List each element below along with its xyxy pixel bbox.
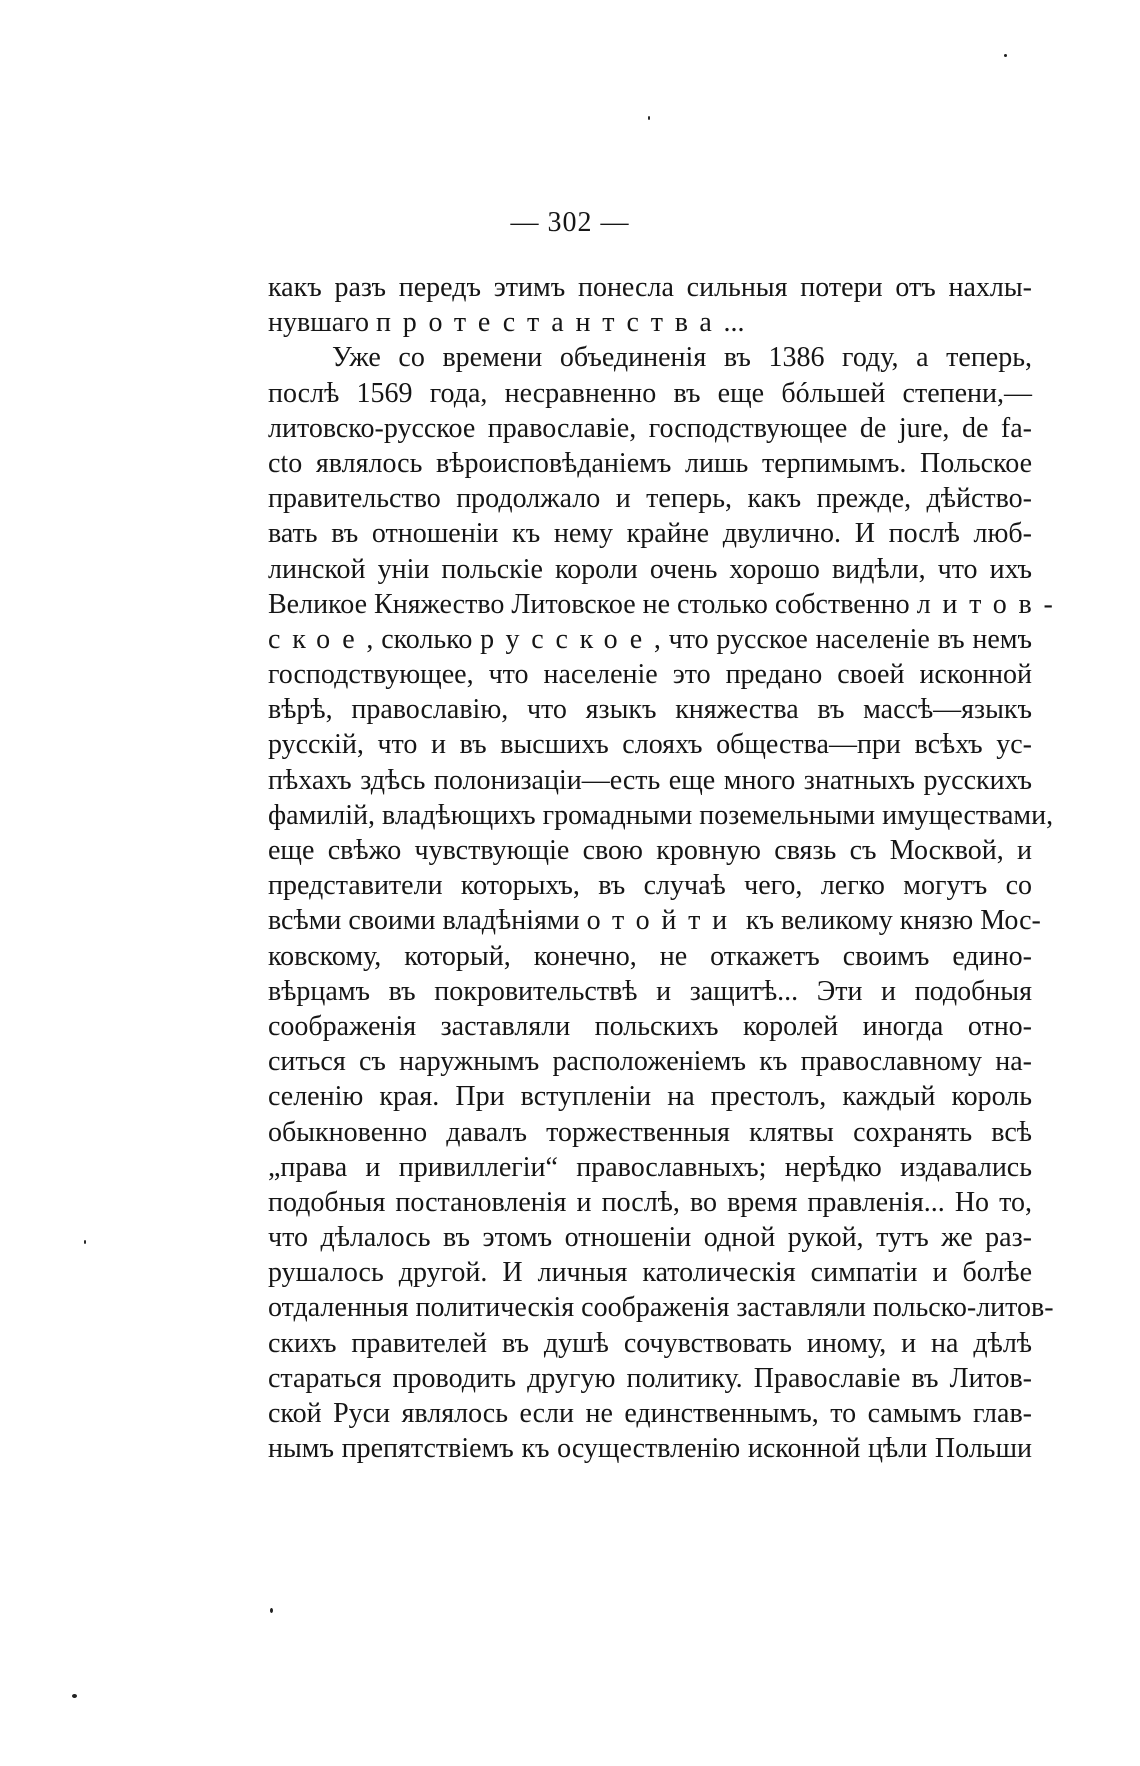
body-text — [268, 270, 1065, 1466]
text-run: пѣхахъ здѣсь полонизаціи—есть еще много знатныхъ русскихъ — [268, 764, 1032, 796]
text-line — [268, 481, 1032, 516]
text-run: обыкновенно давалъ торжественныя клятвы сохранять всѣ — [268, 1116, 1032, 1148]
spaced-emphasis: протестантства — [375, 307, 724, 339]
text-line — [268, 1255, 1032, 1290]
text-line — [268, 411, 1032, 446]
spaced-emphasis: русское — [480, 623, 654, 655]
text-line — [268, 305, 1032, 340]
scan-speck — [648, 116, 650, 120]
text-run: ситься съ наружнымъ расположеніемъ къ православному на- — [268, 1046, 1032, 1078]
text-run: , что русское населеніе въ немъ — [653, 623, 1032, 655]
text-run: что дѣлалось въ этомъ отношеніи одной рукой, тутъ же раз- — [268, 1222, 1032, 1254]
text-run: , сколько — [366, 623, 481, 655]
text-run: какъ разъ передъ этимъ понесла сильныя потери отъ нахлы- — [268, 272, 1032, 303]
text-run: литовско-русское православіе, господствующее de jure, de fa- — [268, 412, 1032, 444]
text-line — [268, 270, 1032, 305]
text-line — [268, 727, 1032, 762]
spaced-emphasis: ское — [268, 623, 367, 655]
text-run: нымъ препятствіемъ къ осуществленію исконной цѣли Польши — [268, 1433, 1032, 1465]
text-run: еще свѣжо чувствующіе свою кровную связь съ Москвой, и — [268, 835, 1032, 866]
text-run: селенію края. При вступленіи на престолъ, каждый король — [268, 1081, 1032, 1113]
text-run: фамилій, владѣющихъ громадными поземельными имуществами, — [268, 799, 1054, 831]
text-line — [268, 1290, 1054, 1325]
text-run: ... — [723, 307, 745, 339]
text-line — [268, 903, 1041, 938]
text-line — [268, 1009, 1032, 1044]
text-run: cto являлось вѣроисповѣданіемъ лишь терпимымъ. Польское — [268, 447, 1032, 479]
text-line — [268, 1396, 1032, 1431]
text-line — [268, 1044, 1032, 1079]
text-line — [268, 798, 1054, 833]
text-run: рушалось другой. И личныя католическія симпатіи и болѣе — [268, 1257, 1032, 1289]
text-line — [268, 376, 1032, 411]
text-line — [268, 1361, 1032, 1396]
text-line — [268, 552, 1032, 587]
text-run: представители которыхъ, въ случаѣ чего, легко могутъ со — [268, 870, 1032, 902]
text-line — [268, 1185, 1032, 1220]
page-number: — 302 — — [510, 207, 630, 238]
text-line — [268, 1150, 1032, 1185]
text-line — [268, 516, 1032, 551]
scan-speck — [1004, 54, 1007, 57]
text-run: нувшаго — [268, 307, 376, 339]
scan-speck — [72, 1694, 77, 1698]
text-line — [268, 1326, 1032, 1361]
text-run: скихъ правителей въ душѣ сочувствовать иному, и на дѣлѣ — [268, 1327, 1032, 1359]
text-line — [268, 1115, 1032, 1150]
text-run: подобныя постановленія и послѣ, во время правленія... Но то, — [268, 1186, 1032, 1218]
text-run: вѣрѣ, православію, что языкъ княжества въ массѣ—языкъ — [268, 694, 1032, 726]
text-line — [268, 1431, 1032, 1466]
text-line — [268, 446, 1032, 481]
text-line — [268, 974, 1032, 1009]
spaced-emphasis: отойти — [586, 905, 739, 937]
text-line — [268, 692, 1032, 727]
text-line — [268, 622, 1032, 657]
text-line — [268, 340, 1032, 375]
text-line — [268, 1220, 1032, 1255]
text-run: Уже со времени объединенія въ 1386 году, а теперь, — [332, 342, 1032, 374]
text-run: стараться проводить другую политику. Православіе въ Литов- — [268, 1362, 1032, 1394]
text-run: послѣ 1569 года, несравненно въ еще бóльшей степени,— — [268, 377, 1032, 409]
text-run: правительство продолжало и теперь, какъ прежде, дѣйство- — [268, 483, 1032, 515]
text-run: линской уніи польскіе короли очень хорошо видѣли, что ихъ — [268, 553, 1032, 585]
text-run: всѣми своими владѣніями — [268, 905, 587, 937]
text-run: господствующее, что населеніе это предано своей исконной — [268, 659, 1032, 691]
text-line — [268, 1079, 1032, 1114]
text-run: ковскому, который, конечно, не откажетъ своимъ едино- — [268, 940, 1032, 972]
text-line — [268, 868, 1032, 903]
text-line — [268, 587, 1065, 622]
scan-speck — [84, 1240, 86, 1244]
text-line — [268, 833, 1032, 868]
spaced-emphasis: литов- — [916, 588, 1065, 620]
text-run: вѣрцамъ въ покровительствѣ и защитѣ... Эти и подобныя — [268, 975, 1032, 1007]
text-run: вать въ отношеніи къ нему крайне двулично. И послѣ люб- — [268, 518, 1032, 550]
text-run: русскій, что и въ высшихъ слояхъ общества—при всѣхъ ус- — [268, 729, 1032, 761]
text-run: къ великому князю Мос- — [738, 905, 1041, 937]
text-run: отдаленныя политическія соображенія заставляли польско-литов- — [268, 1292, 1054, 1324]
text-line — [268, 939, 1032, 974]
text-run: ской Руси являлось если не единственнымъ, то самымъ глав- — [268, 1398, 1032, 1429]
text-line — [268, 657, 1032, 692]
text-run: „права и привиллегіи“ православныхъ; нерѣдко издавались — [268, 1151, 1032, 1183]
text-run: Великое Княжество Литовское не столько собственно — [268, 588, 917, 620]
text-line — [268, 763, 1032, 798]
text-run: соображенія заставляли польскихъ королей иногда отно- — [268, 1010, 1032, 1042]
scan-speck — [270, 1608, 273, 1613]
